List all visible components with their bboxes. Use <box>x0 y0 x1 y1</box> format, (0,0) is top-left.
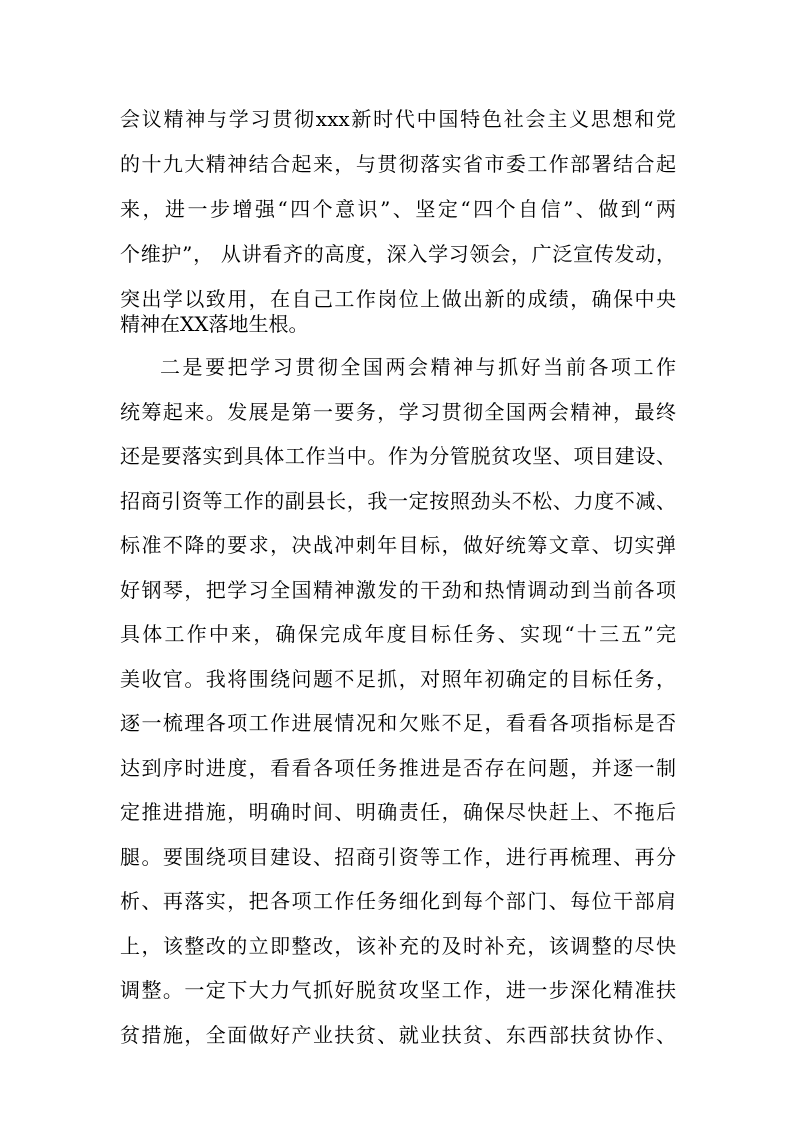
text-line: 统筹起来。发展是第一要务，学习贯彻全国两会精神，最终 <box>120 400 676 424</box>
text-line: 调整。一定下大力气抓好脱贫攻坚工作，进一步深化精准扶 <box>120 978 676 1002</box>
paragraph-first-line: 二是要把学习贯彻全国两会精神与抓好当前各项工作 <box>160 355 676 379</box>
text-line: 达到序时进度，看看各项任务推进是否存在问题，并逐一制 <box>120 756 676 780</box>
text-line: 的十九大精神结合起来，与贯彻落实省市委工作部署结合起 <box>120 152 676 176</box>
text-line: 具体工作中来，确保完成年度目标任务、实现“十三五”完 <box>120 622 676 646</box>
text-line: 定推进措施，明确时间、明确责任，确保尽快赶上、不拖后 <box>120 800 676 824</box>
text-line: 贫措施，全面做好产业扶贫、就业扶贫、东西部扶贫协作、 <box>120 1023 676 1047</box>
text-line: 还是要落实到具体工作当中。作为分管脱贫攻坚、项目建设、 <box>120 444 676 468</box>
text-line: 上，该整改的立即整改，该补充的及时补充，该调整的尽快 <box>120 934 676 958</box>
text-line: 会议精神与学习贯彻xxx新时代中国特色社会主义思想和党 <box>120 107 676 131</box>
text-line: 逐一梳理各项工作进展情况和欠账不足，看看各项指标是否 <box>120 711 676 735</box>
text-line: 好钢琴，把学习全国精神激发的干劲和热情调动到当前各项 <box>120 578 676 602</box>
text-line: 来，进一步增强“四个意识”、坚定“四个自信”、做到“两 <box>120 197 676 221</box>
text-line: 个维护”， 从讲看齐的高度，深入学习领会，广泛宣传发动， <box>120 242 676 266</box>
text-line: 腿。要围绕项目建设、招商引资等工作，进行再梳理、再分 <box>120 845 676 869</box>
text-line: 析、再落实，把各项工作任务细化到每个部门、每位干部肩 <box>120 889 676 913</box>
text-line: 标准不降的要求，决战冲刺年目标，做好统筹文章、切实弹 <box>120 533 676 557</box>
text-line: 精神在XX落地生根。 <box>120 312 309 336</box>
text-line: 美收官。我将围绕问题不足抓，对照年初确定的目标任务， <box>120 667 676 691</box>
text-line: 突出学以致用，在自己工作岗位上做出新的成绩，确保中央 <box>120 287 676 311</box>
text-line: 招商引资等工作的副县长，我一定按照劲头不松、力度不减、 <box>120 489 676 513</box>
